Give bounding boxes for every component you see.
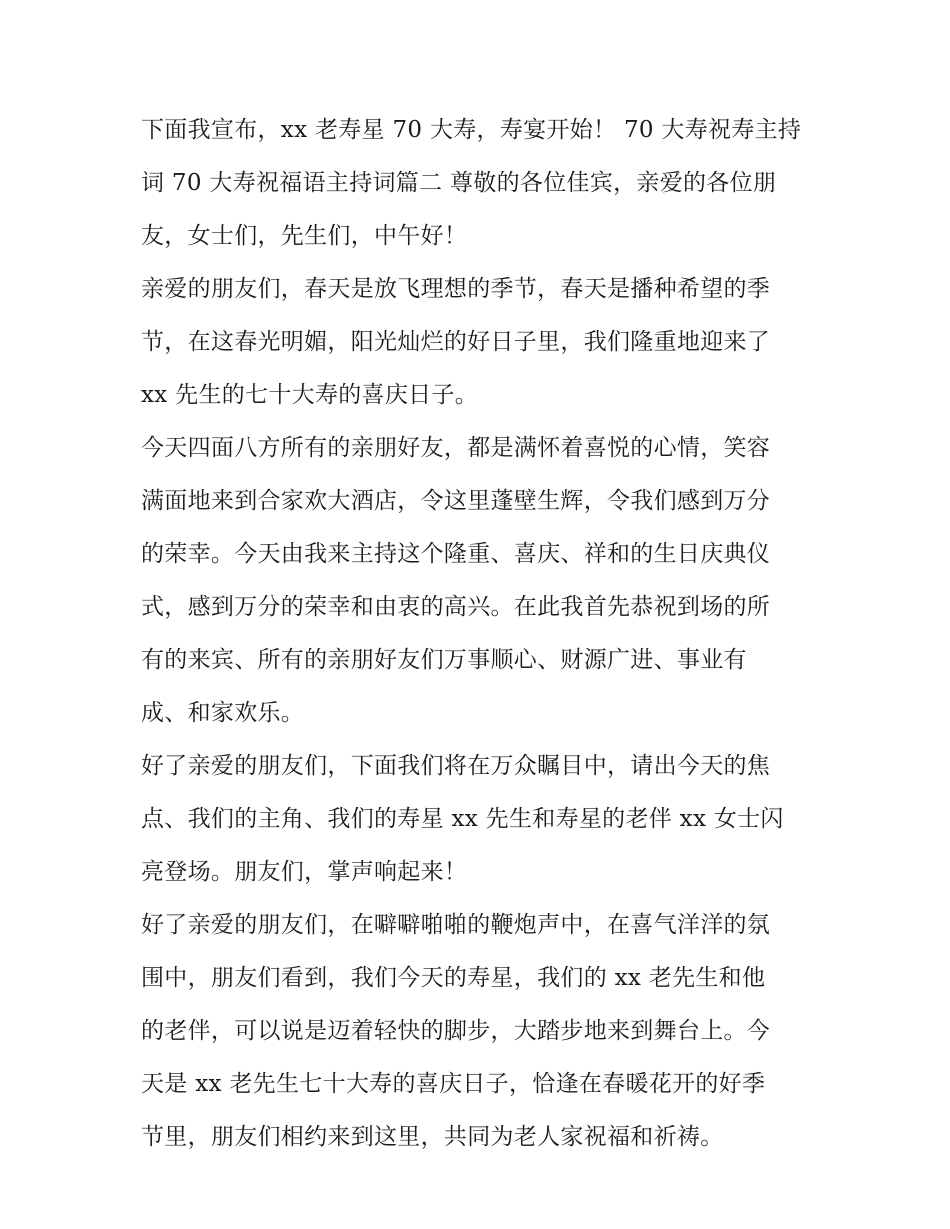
text-line: 天是 xx 老先生七十大寿的喜庆日子，恰逢在春暖花开的好季 [141, 1071, 766, 1097]
text-line: 有的来宾、所有的亲朋好友们万事顺心、财源广进、事业有 [141, 647, 747, 673]
paragraph-4 [141, 740, 813, 899]
paragraph-5 [141, 899, 813, 1164]
text-line: 今天四面八方所有的亲朋好友，都是满怀着喜悦的心情，笑容 [141, 435, 771, 461]
text-line: 的荣幸。今天由我来主持这个隆重、喜庆、祥和的生日庆典仪 [141, 541, 771, 567]
text-line: 好了亲爱的朋友们，下面我们将在万众瞩目中，请出今天的焦 [141, 753, 771, 779]
text-line: 围中，朋友们看到，我们今天的寿星，我们的 xx 老先生和他 [141, 965, 766, 991]
paragraph-1 [141, 104, 813, 263]
document-body [141, 104, 813, 1164]
text-line: 亲爱的朋友们，春天是放飞理想的季节，春天是播种希望的季 [141, 276, 771, 302]
text-line: 好了亲爱的朋友们，在噼噼啪啪的鞭炮声中，在喜气洋洋的氛 [141, 912, 771, 938]
text-line: 词 70 大寿祝福语主持词篇二 尊敬的各位佳宾，亲爱的各位朋 [141, 170, 777, 196]
text-line: xx 先生的七十大寿的喜庆日子。 [141, 382, 479, 408]
text-line: 式，感到万分的荣幸和由衷的高兴。在此我首先恭祝到场的所 [141, 594, 771, 620]
text-line: 节，在这春光明媚，阳光灿烂的好日子里，我们隆重地迎来了 [141, 329, 771, 355]
text-line: 下面我宣布，xx 老寿星 70 大寿，寿宴开始！ 70 大寿祝寿主持 [141, 117, 802, 143]
text-line: 满面地来到合家欢大酒店，令这里蓬壁生辉，令我们感到万分 [141, 488, 771, 514]
paragraph-3 [141, 422, 813, 740]
text-line: 点、我们的主角、我们的寿星 xx 先生和寿星的老伴 xx 女士闪 [141, 806, 784, 832]
text-line: 的老伴，可以说是迈着轻快的脚步，大踏步地来到舞台上。今 [141, 1018, 771, 1044]
text-line: 节里，朋友们相约来到这里，共同为老人家祝福和祈祷。 [141, 1124, 724, 1150]
text-line: 成、和家欢乐。 [141, 700, 305, 726]
text-line: 友，女士们，先生们，中午好！ [141, 223, 468, 249]
paragraph-2 [141, 263, 813, 422]
text-line: 亮登场。朋友们，掌声响起来！ [141, 859, 468, 885]
